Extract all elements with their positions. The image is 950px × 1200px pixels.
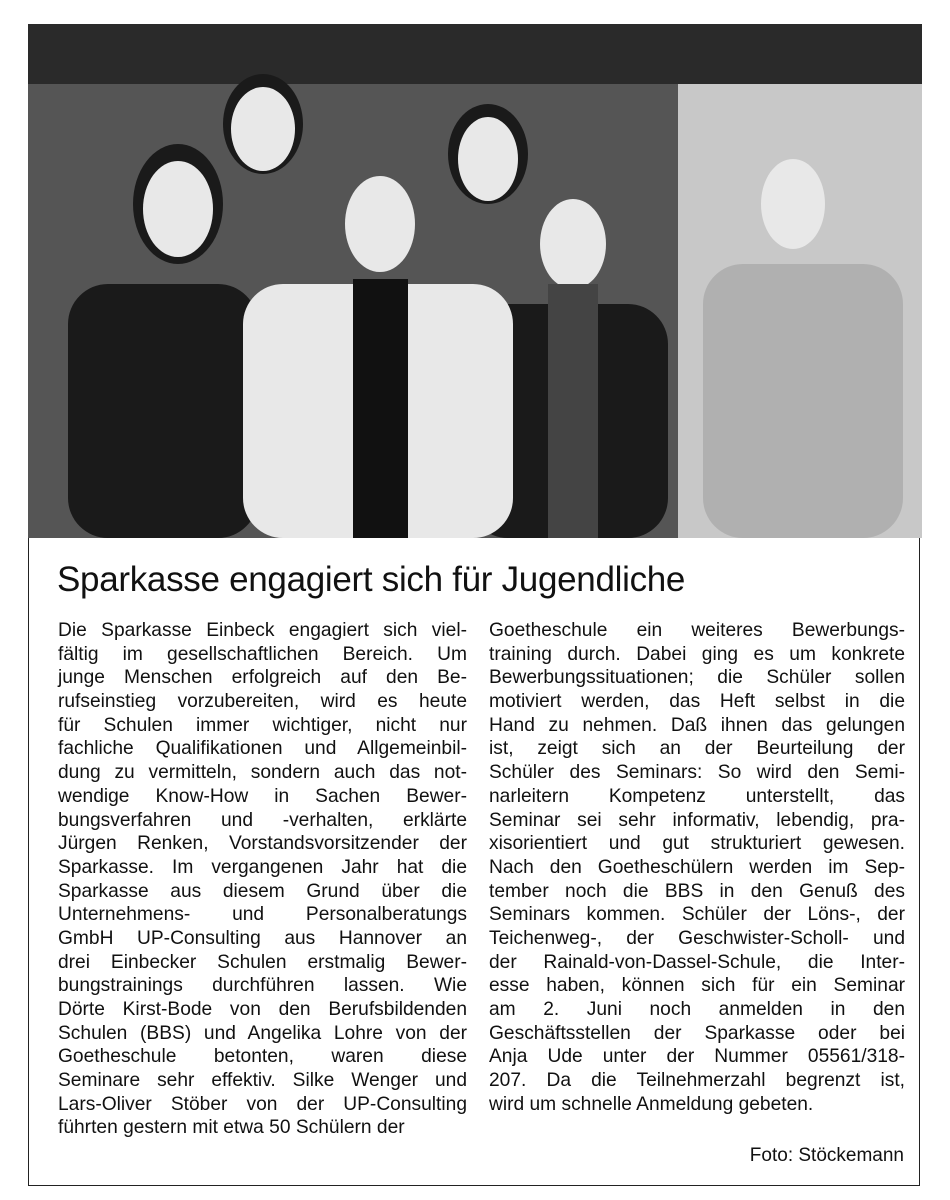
text-line: fältig im gesellschaftlichen Bereich. Um <box>58 643 467 665</box>
text-line: führten gestern mit etwa 50 Schülern der <box>58 1117 405 1139</box>
text-line: GmbH UP-Consulting aus Hannover an <box>58 927 467 949</box>
article-column-right <box>489 619 905 1116</box>
photo-credit: Foto: Stöckemann <box>749 1145 904 1166</box>
text-line: motiviert werden, das Heft selbst in die <box>489 691 905 713</box>
text-line: für Schulen immer wichtiger, nicht nur <box>58 714 467 736</box>
text-line: Seminare sehr effektiv. Silke Wenger und <box>58 1070 467 1092</box>
text-line: Seminars kommen. Schüler der Löns-, der <box>489 904 905 926</box>
article-headline: Sparkasse engagiert sich für Jugendliche <box>57 560 686 599</box>
text-line: rufseinstieg vorzubereiten, wird es heute <box>58 691 467 713</box>
text-line: Sparkasse. Im vergangenen Jahr hat die <box>58 856 467 878</box>
text-line: dung zu vermitteln, sondern auch das not- <box>58 762 467 784</box>
text-line: training durch. Dabei ging es um konkrete <box>489 643 905 665</box>
text-line: am 2. Juni noch anmelden in den <box>489 999 905 1020</box>
text-line: bungsverfahren und -verhalten, erklärte <box>58 809 467 831</box>
article-column-left <box>58 619 467 1140</box>
text-line: bungstrainings durchführen lassen. Wie <box>58 975 467 997</box>
text-line: Goetheschule betonten, waren diese <box>58 1046 467 1068</box>
text-line: Lars-Oliver Stöber von der UP-Consulting <box>58 1093 467 1115</box>
text-line: Nach den Goetheschülern werden im Sep- <box>489 856 905 878</box>
text-line: Hand zu nehmen. Daß ihnen das gelungen <box>489 714 905 736</box>
group-photo <box>28 24 922 538</box>
text-line: junge Menschen erfolgreich auf den Be- <box>58 667 467 689</box>
text-line: ist, zeigt sich an der Beurteilung der <box>489 738 905 760</box>
text-line: tember noch die BBS in den Genuß des <box>489 880 905 902</box>
text-line: Jürgen Renken, Vorstandsvorsitzender der <box>58 833 467 855</box>
text-line: drei Einbecker Schulen erstmalig Bewer- <box>58 951 467 973</box>
text-line: Sparkasse aus diesem Grund über die <box>58 880 467 902</box>
text-line: Dörte Kirst-Bode von den Berufsbildenden <box>58 999 467 1020</box>
text-line: Anja Ude unter der Nummer 05561/318- <box>489 1046 905 1068</box>
text-line: Die Sparkasse Einbeck engagiert sich viel- <box>58 620 467 641</box>
text-line: Unternehmens- und Personalberatungs <box>58 904 467 926</box>
text-line: 207. Da die Teilnehmerzahl begrenzt ist, <box>489 1070 905 1092</box>
text-line: Bewerbungssituationen; die Schüler sollen <box>489 667 905 689</box>
text-line: Teichenweg-, der Geschwister-Scholl- und <box>489 927 905 949</box>
text-line: xisorientiert und gut strukturiert gewesen. <box>489 833 905 855</box>
text-line: fachliche Qualifikationen und Allgemeinbil- <box>58 738 467 760</box>
text-line: der Rainald-von-Dassel-Schule, die Inter- <box>489 951 905 973</box>
text-line: narleitern Kompetenz unterstellt, das <box>489 785 905 807</box>
text-line: wird um schnelle Anmeldung gebeten. <box>489 1093 814 1115</box>
text-line: Goetheschule ein weiteres Bewerbungs- <box>489 620 905 641</box>
text-line: Geschäftsstellen der Sparkasse oder bei <box>489 1022 905 1044</box>
text-line: wendige Know-How in Sachen Bewer- <box>58 785 467 807</box>
text-line: esse haben, können sich für ein Seminar <box>489 975 905 997</box>
text-line: Seminar sei sehr informativ, lebendig, pra- <box>489 809 905 831</box>
text-line: Schulen (BBS) und Angelika Lohre von der <box>58 1022 467 1044</box>
text-line: Schüler des Seminars: So wird den Semi- <box>489 762 905 784</box>
